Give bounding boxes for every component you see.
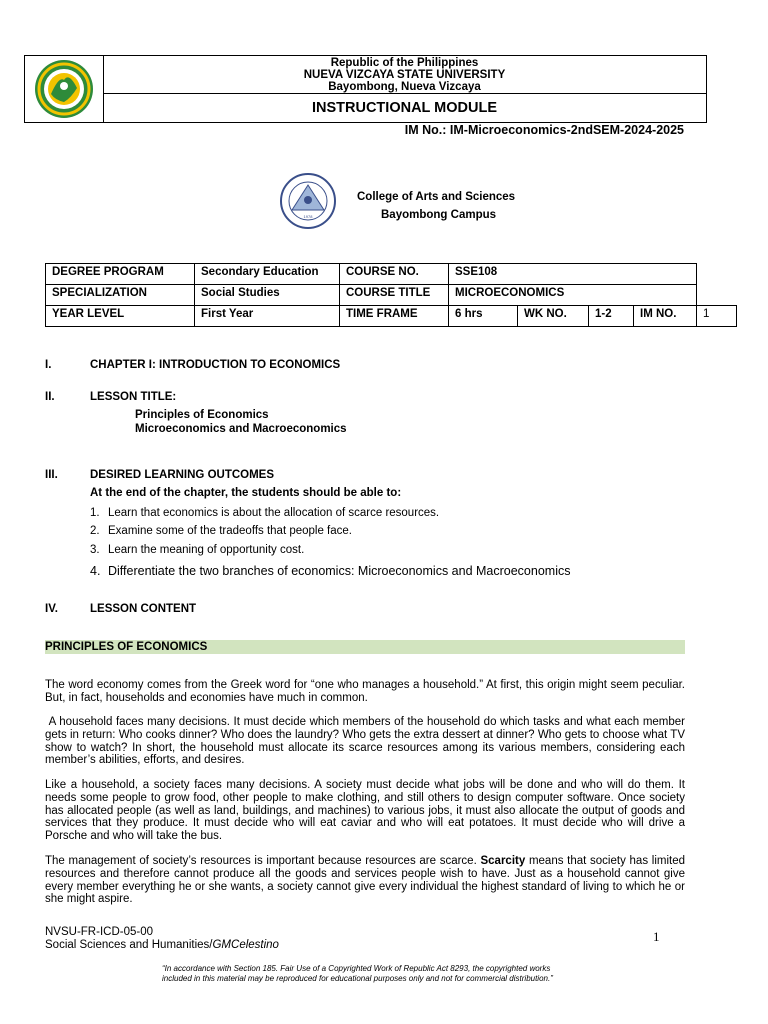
list-item	[113, 423, 347, 435]
section-number: III.	[45, 469, 58, 481]
scarcity-term: Scarcity	[480, 855, 526, 867]
outcome-text: Examine some of the tradeoffs that people face.	[108, 525, 352, 537]
module-title: INSTRUCTIONAL MODULE	[311, 100, 497, 116]
outcome-number: 1.	[90, 507, 100, 519]
header-line-location: Bayombong, Nueva Vizcaya	[328, 81, 481, 93]
scarcity-text-before: The management of society’s resources is important because resources are scarce.	[45, 855, 481, 867]
fair-use-line: included in this material may be reproduced for educational purposes only and not for commercial distribution.”	[162, 974, 553, 983]
section-number: IV.	[45, 603, 59, 615]
college-seal-year: 1978	[303, 214, 313, 219]
footer-info	[45, 926, 279, 952]
fair-use-line: “In accordance with Section 185. Fair Use of a Copyrighted Work of Republic Act 8293, the copyrighted works	[162, 964, 551, 973]
week-no-value: 1-2	[589, 306, 634, 327]
outcome-text: Learn the meaning of opportunity cost.	[108, 544, 305, 556]
degree-value: Secondary Education	[195, 264, 340, 285]
list-item	[90, 564, 570, 578]
specialization-value: Social Studies	[195, 285, 340, 306]
table-row	[46, 264, 737, 285]
week-no-label: WK NO.	[518, 306, 589, 327]
content-heading: PRINCIPLES OF ECONOMICS	[45, 640, 685, 654]
section-lesson-content	[45, 603, 196, 615]
fair-use-notice	[162, 964, 662, 984]
outcome-text: Differentiate the two branches of economics: Microeconomics and Macroeconomics	[108, 564, 571, 578]
form-code: NVSU-FR-ICD-05-00	[45, 926, 153, 938]
lesson-item-label: Principles of Economics	[135, 409, 269, 421]
outcome-number: 3.	[90, 544, 100, 556]
specialization-label: SPECIALIZATION	[46, 285, 195, 306]
college-block	[357, 188, 515, 224]
section-title: DESIRED LEARNING OUTCOMES	[90, 469, 275, 481]
paragraph-household: A household faces many decisions. It must decide which members of the household do which tasks and what each member gets in return: Who cooks dinner? Who does the laundry? Who gets the extra dessert at dinner? Who gets to choose what TV show to watch? In short, the household must allocate its scarce resources among its various members, considering each member’s abilities, efforts, and desires.	[45, 716, 689, 767]
time-frame-label: TIME FRAME	[340, 306, 449, 327]
department-name: Social Sciences and Humanities/	[45, 939, 213, 951]
header-block	[24, 55, 707, 123]
section-title: CHAPTER I: INTRODUCTION TO ECONOMICS	[90, 359, 341, 371]
course-title-label: COURSE TITLE	[340, 285, 449, 306]
time-frame-value: 6 hrs	[449, 306, 518, 327]
section-lesson-title	[45, 391, 176, 403]
footer-department	[45, 939, 279, 952]
course-title-value: MICROECONOMICS	[449, 285, 697, 306]
outcome-number: 4.	[90, 564, 101, 578]
table-row	[46, 285, 737, 306]
college-seal-icon	[274, 172, 342, 230]
college-name: College of Arts and Sciences	[357, 191, 516, 203]
im-no-value: 1	[697, 306, 737, 327]
section-chapter	[45, 359, 340, 371]
list-item	[90, 525, 352, 537]
list-item	[90, 507, 439, 519]
section-outcomes	[45, 469, 274, 481]
header-line-university: NUEVA VIZCAYA STATE UNIVERSITY	[303, 69, 506, 81]
section-number: I.	[45, 359, 52, 371]
table-row	[46, 306, 737, 327]
year-level-value: First Year	[195, 306, 340, 327]
outcome-number: 2.	[90, 525, 100, 537]
scarcity-text-after: means that society has limited resources and therefore cannot produce all the goods and services people wish to have. Just as a household cannot give every member everything he or she wants, a society cannot give every individual the highest standard of living to which he or she might aspire.	[45, 855, 685, 906]
paragraph-economy-origin: The word economy comes from the Greek word for “one who manages a household.” At first, this origin might seem peculiar. But, in fact, households and economies have much in common.	[45, 679, 685, 704]
logo-cell	[25, 56, 104, 122]
degree-label: DEGREE PROGRAM	[46, 264, 195, 285]
course-no-label: COURSE NO.	[340, 264, 449, 285]
year-level-label: YEAR LEVEL	[46, 306, 195, 327]
course-info-table	[45, 263, 737, 327]
section-title: LESSON CONTENT	[90, 603, 197, 615]
list-item	[90, 544, 304, 556]
course-no-value: SSE108	[449, 264, 697, 285]
list-item	[113, 409, 269, 421]
header-line-republic: Republic of the Philippines	[330, 57, 479, 69]
author-name: GMCelestino	[212, 939, 279, 951]
header-institution	[103, 56, 706, 94]
college-campus: Bayombong Campus	[381, 209, 497, 221]
page-number: 1	[653, 929, 660, 944]
lesson-item-label: Microeconomics and Macroeconomics	[135, 423, 347, 435]
section-number: II.	[45, 391, 55, 403]
paragraph-scarcity	[45, 855, 685, 906]
paragraph-society: Like a household, a society faces many decisions. A society must decide what jobs will be done and who will do them. It needs some people to grow food, other people to make clothing, and still others to design computer software. Once society has allocated people (as well as land, buildings, and machines) to various jobs, it must also allocate the output of goods and services that they produce. It must decide who will eat caviar and who will eat potatoes. It must decide who will drive a Porsche and who will take the bus.	[45, 779, 685, 843]
section-title: LESSON TITLE:	[90, 391, 177, 403]
im-number: IM No.: IM-Microeconomics-2ndSEM-2024-2025	[404, 123, 684, 137]
outcomes-intro: At the end of the chapter, the students should be able to:	[90, 487, 402, 499]
university-logo-icon	[33, 58, 95, 120]
outcome-text: Learn that economics is about the allocation of scarce resources.	[108, 507, 440, 519]
im-no-label: IM NO.	[634, 306, 697, 327]
